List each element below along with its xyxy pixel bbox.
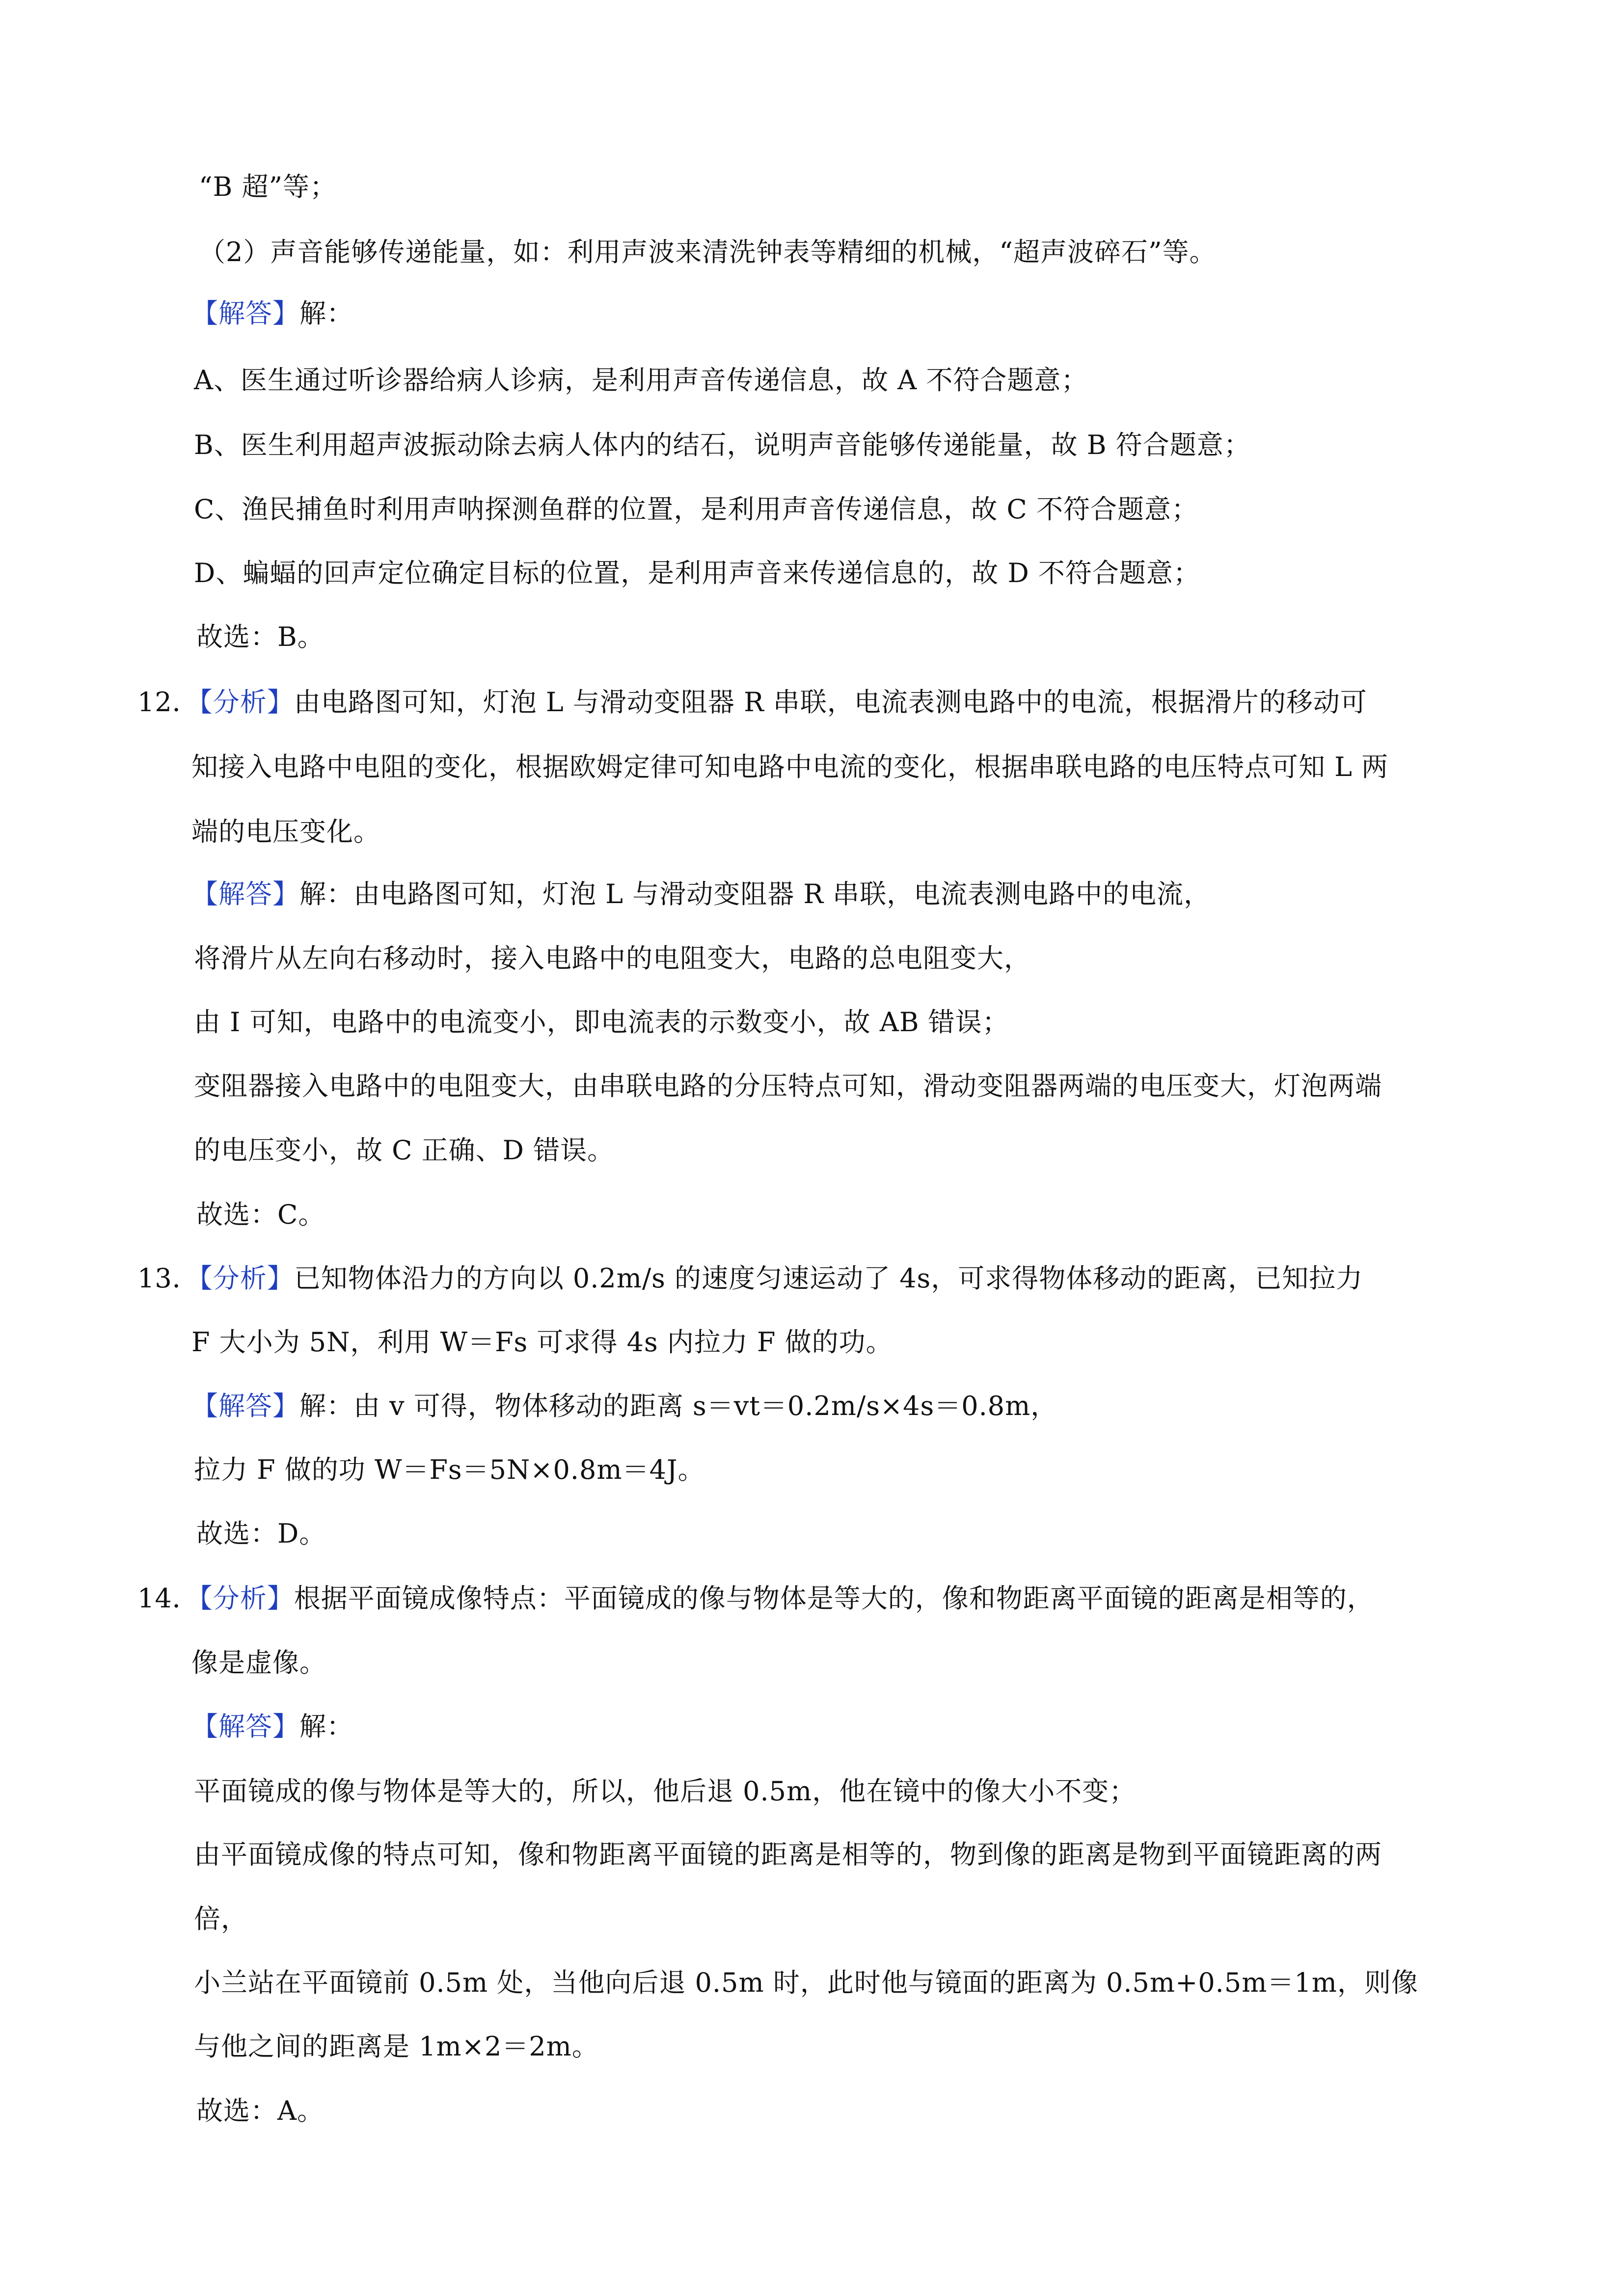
text-line: 由 I 可知，电路中的电流变小，即电流表的示数变小，故 AB 错误； — [194, 1007, 1009, 1038]
answer-tag: 【解答】 — [191, 879, 299, 909]
text-line: （2）声音能够传递能量，如：利用声波来清洗钟表等精细的机械，“超声波碎石”等。 — [199, 237, 1217, 267]
analysis-tag: 【分析】 — [199, 1263, 294, 1294]
question-number: 13． — [137, 1263, 199, 1294]
text-line: 变阻器接入电路中的电阻变大，由串联电路的分压特点可知，滑动变阻器两端的电压变大，灯泡两端 — [194, 1070, 1382, 1101]
option-c-explanation: C、渔民捕鱼时利用声呐探测鱼群的位置，是利用声音传递信息，故 C 不符合题意； — [194, 494, 1198, 525]
answer-tag: 【解答】 — [191, 1390, 299, 1421]
text-line: 端的电压变化。 — [191, 816, 380, 847]
answer-line: 【解答】解： — [191, 1711, 353, 1742]
choice-line: 故选：B。 — [196, 621, 325, 652]
text-line: 小兰站在平面镜前 0.5m 处，当他向后退 0.5m 时，此时他与镜面的距离为 0.5m+0.5m＝1m，则像 — [194, 1967, 1418, 1998]
text-line: 像是虚像。 — [191, 1647, 326, 1678]
option-d-explanation: D、蝙蝠的回声定位确定目标的位置，是利用声音来传递信息的，故 D 不符合题意； — [194, 558, 1200, 588]
choice-line: 故选：A。 — [196, 2095, 324, 2126]
answer-line: 【解答】解：由电路图可知，灯泡 L 与滑动变阻器 R 串联，电流表测电路中的电流， — [191, 879, 1211, 909]
text-line: 平面镜成的像与物体是等大的，所以，他后退 0.5m，他在镜中的像大小不变； — [194, 1776, 1137, 1807]
question-number: 14． — [137, 1583, 199, 1614]
text-line: 的电压变小，故 C 正确、D 错误。 — [194, 1135, 615, 1166]
answer-tag: 【解答】 — [191, 298, 299, 329]
text-line: 倍， — [194, 1903, 248, 1934]
text-line: 将滑片从左向右移动时，接入电路中的电阻变大，电路的总电阻变大， — [194, 943, 1031, 974]
question-13-analysis: 13．【分析】已知物体沿力的方向以 0.2m/s 的速度匀速运动了 4s，可求得物体移动的距离，已知拉力 — [137, 1263, 1363, 1294]
text-line: 与他之间的距离是 1m×2＝2m。 — [194, 2031, 599, 2062]
option-a-explanation: A、医生通过听诊器给病人诊病，是利用声音传递信息，故 A 不符合题意； — [194, 365, 1088, 396]
question-12-analysis: 12．【分析】由电路图可知，灯泡 L 与滑动变阻器 R 串联，电流表测电路中的电流，根据滑片的移动可 — [137, 687, 1367, 718]
option-b-explanation: B、医生利用超声波振动除去病人体内的结石，说明声音能够传递能量，故 B 符合题意； — [194, 429, 1251, 460]
text-line: 拉力 F 做的功 W＝Fs＝5N×0.8m＝4J。 — [194, 1454, 705, 1485]
analysis-tag: 【分析】 — [199, 1583, 294, 1614]
answer-tag: 【解答】 — [191, 1711, 299, 1742]
text-line: F 大小为 5N，利用 W＝Fs 可求得 4s 内拉力 F 做的功。 — [191, 1327, 893, 1358]
choice-line: 故选：C。 — [196, 1199, 325, 1230]
text-line: “B 超”等； — [199, 171, 337, 202]
choice-line: 故选：D。 — [196, 1518, 326, 1549]
answer-line: 【解答】解：由 v 可得，物体移动的距离 s＝vt＝0.2m/s×4s＝0.8m， — [191, 1390, 1058, 1421]
text-line: 知接入电路中电阻的变化，根据欧姆定律可知电路中电流的变化，根据串联电路的电压特点可知 L 两 — [191, 751, 1389, 782]
question-number: 12． — [137, 687, 199, 718]
answer-line: 【解答】解： — [191, 298, 353, 329]
analysis-tag: 【分析】 — [199, 687, 294, 718]
text-line: 由平面镜成像的特点可知，像和物距离平面镜的距离是相等的，物到像的距离是物到平面镜距离的两 — [194, 1839, 1382, 1870]
question-14-analysis: 14．【分析】根据平面镜成像特点：平面镜成的像与物体是等大的，像和物距离平面镜的距离是相等的， — [137, 1583, 1374, 1614]
